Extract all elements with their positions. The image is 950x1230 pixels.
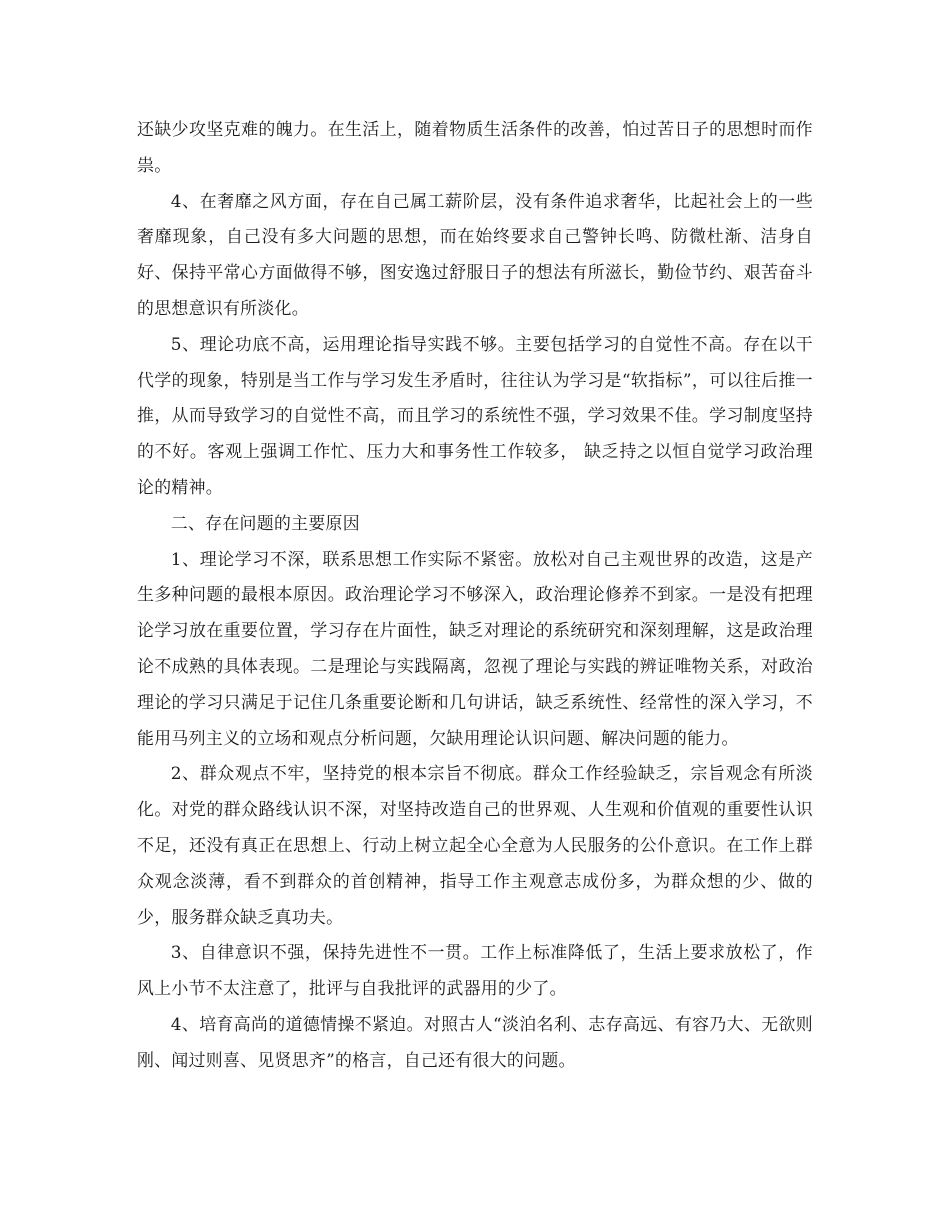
- paragraph-cause-3: 3、自律意识不强，保持先进性不一贯。工作上标准降低了，生活上要求放松了，作风上小节不太注意了，批评与自我批评的武器用的少了。: [137, 942, 813, 999]
- paragraph-continuation: 还缺少攻坚克难的魄力。在生活上，随着物质生活条件的改善，怕过苦日子的思想时而作祟。: [137, 119, 813, 175]
- section-heading-causes: 二、存在问题的主要原因: [170, 512, 360, 533]
- paragraph-cause-1: 1、理论学习不深，联系思想工作实际不紧密。放松对自己主观世界的改造，这是产生多种问题的最根本原因。政治理论学习不够深入，政治理论修养不到家。一是没有把理论学习放在重要位置，学习存在片面性，缺乏对理论的系统研究和深刻理解，这是政治理论不成熟的具体表现。二是理论与实践隔离，忽视了理论与实践的辨证唯物关系，对政治理论的学习只满足于记住几条重要论断和几句讲话，缺乏系统性、经常性的深入学习，不能用马列主义的立场和观点分析问题，欠缺用理论认识问题、解决问题的能力。: [137, 548, 813, 748]
- paragraph-item-4-extravagance: 4、在奢靡之风方面，存在自己属工薪阶层，没有条件追求奢华，比起社会上的一些奢靡现象，自己没有多大问题的思想，而在始终要求自己警钟长鸣、防微杜渐、洁身自好、保持平常心方面做得不够，图安逸过舒服日子的想法有所滋长，勤俭节约、艰苦奋斗的思想意识有所淡化。: [137, 190, 813, 318]
- paragraph-cause-4: 4、培育高尚的道德情操不紧迫。对照古人“淡泊名利、志存高远、有容乃大、无欲则刚、闻过则喜、见贤思齐”的格言，自己还有很大的问题。: [137, 1013, 813, 1070]
- paragraph-cause-2: 2、群众观点不牢，坚持党的根本宗旨不彻底。群众工作经验缺乏，宗旨观念有所淡化。对党的群众路线认识不深，对坚持改造自己的世界观、人生观和价值观的重要性认识不足，还没有真正在思想上、行动上树立起全心全意为人民服务的公仆意识。在工作上群众观念淡薄，看不到群众的首创精神，指导工作主观意志成份多，为群众想的少、做的少，服务群众缺乏真功夫。: [137, 763, 813, 927]
- document-body: [137, 112, 813, 1079]
- paragraph-item-5-theory: 5、理论功底不高，运用理论指导实践不够。主要包括学习的自觉性不高。存在以干代学的现象，特别是当工作与学习发生矛盾时，往往认为学习是“软指标”，可以往后推一推，从而导致学习的自觉性不高，而且学习的系统性不强，学习效果不佳。学习制度坚持的不好。客观上强调工作忙、压力大和事务性工作较多， 缺乏持之以恒自觉学习政治理论的精神。: [137, 333, 813, 497]
